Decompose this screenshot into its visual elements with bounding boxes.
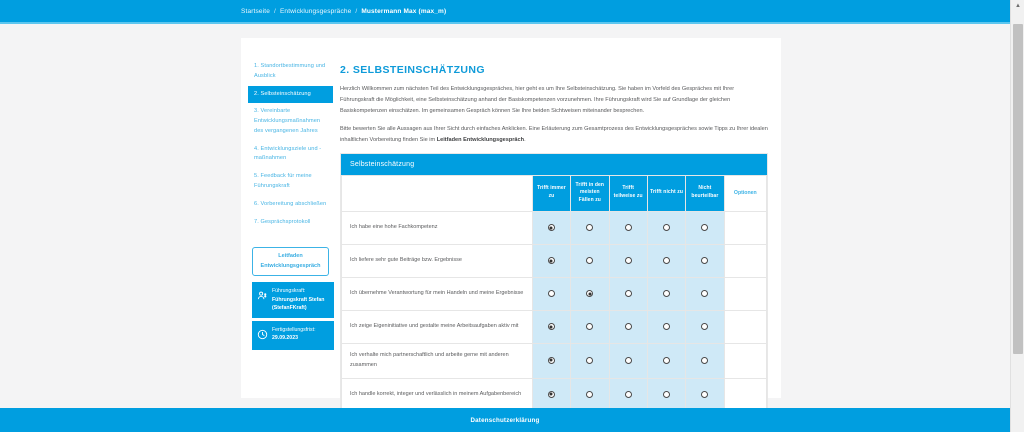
rating-cell[interactable] <box>686 244 724 277</box>
content-card <box>241 38 781 398</box>
rating-cell[interactable] <box>571 277 609 310</box>
options-cell[interactable] <box>724 244 766 277</box>
radio-button[interactable] <box>663 357 670 364</box>
table-header-row <box>342 175 767 211</box>
sidebar-item-6[interactable]: 6. Vorbereitung abschließen <box>254 200 327 207</box>
intro-paragraph-2-prefix: Bitte bewerten Sie alle Aussagen aus Ihrer Sicht durch einfaches Anklicken. Eine Erläuterung zum Gesamtprozess des Entwicklungsgespräches sowie Tipps zu Ihrer idealen inhaltlichen Vorbereitung finden Sie im <box>340 125 768 143</box>
rating-cell[interactable] <box>647 310 685 343</box>
radio-button[interactable] <box>586 391 593 398</box>
radio-button[interactable] <box>586 224 593 231</box>
radio-button[interactable] <box>625 257 632 264</box>
intro-paragraph-1: Herzlich Willkommen zum nächsten Teil des Entwicklungsgespräches, hier geht es um Ihre Selbsteinschätzung. Sie haben im Vorfeld des Gespräches mit Ihrer Führungskraft die Möglichkeit, eine Selbsteinschätzung anhand der Basiskompetenzen vorzunehmen. Ihre Führungskraft wird Sie auf Grundlage der gleichen Basiskompetenzen einschätzen. Im gemeinsamen Gespräch können Sie Ihre beiden Sichtweisen miteinander besprechen. <box>340 86 735 114</box>
options-cell[interactable] <box>724 378 766 411</box>
footer <box>0 408 1010 432</box>
rating-cell[interactable] <box>647 343 685 378</box>
rating-column-header-1: Trifft immer zu <box>532 175 570 211</box>
statement-cell: Ich liefere sehr gute Beiträge bzw. Ergebnisse <box>342 244 533 277</box>
breadcrumb-separator-2: / <box>355 7 358 15</box>
deadline-card-text <box>272 326 316 343</box>
options-cell[interactable] <box>724 310 766 343</box>
guide-button[interactable]: Leitfaden Entwicklungsgespräch <box>252 247 329 276</box>
breadcrumb-home[interactable]: Startseite <box>241 7 270 15</box>
deadline-card <box>252 321 334 350</box>
rating-cell[interactable] <box>609 378 647 411</box>
rating-cell[interactable] <box>532 211 570 244</box>
rating-cell[interactable] <box>571 244 609 277</box>
rating-column-header-4: Trifft nicht zu <box>647 175 685 211</box>
radio-button[interactable] <box>625 290 632 297</box>
radio-button[interactable] <box>625 357 632 364</box>
statement-cell: Ich verhalte mich partnerschaftlich und arbeite gerne mit anderen zusammen <box>342 343 533 378</box>
radio-button[interactable] <box>663 290 670 297</box>
radio-button[interactable] <box>548 257 555 264</box>
sidebar-item-7[interactable]: 7. Gesprächsprotokoll <box>254 218 311 225</box>
table-row <box>342 244 767 277</box>
radio-button[interactable] <box>586 323 593 330</box>
main-column <box>340 64 768 413</box>
manager-card <box>252 282 334 318</box>
intro-paragraph-2-suffix: . <box>524 136 526 143</box>
panel-header: Selbsteinschätzung <box>341 154 767 175</box>
user-icon <box>257 288 268 306</box>
radio-button[interactable] <box>701 323 708 330</box>
manager-label: Führungskraft: <box>272 288 306 295</box>
statement-cell: Ich handle korrekt, integer und verlässlich in meinem Aufgabenbereich <box>342 378 533 411</box>
radio-button[interactable] <box>663 224 670 231</box>
rating-cell[interactable] <box>686 211 724 244</box>
rating-cell[interactable] <box>571 211 609 244</box>
vertical-scrollbar[interactable] <box>1010 0 1024 432</box>
rating-cell[interactable] <box>686 378 724 411</box>
radio-button[interactable] <box>625 391 632 398</box>
rating-cell[interactable] <box>571 310 609 343</box>
radio-button[interactable] <box>548 290 555 297</box>
sidebar-item-4[interactable]: 4. Entwicklungsziele und -maßnahmen <box>254 145 322 162</box>
radio-button[interactable] <box>701 224 708 231</box>
top-bar <box>0 0 1010 24</box>
rating-cell[interactable] <box>686 310 724 343</box>
rating-cell[interactable] <box>609 277 647 310</box>
radio-button[interactable] <box>625 224 632 231</box>
privacy-link[interactable]: Datenschutzerklärung <box>470 416 540 424</box>
deadline-label: Fertigstellungsfrist: <box>272 326 316 333</box>
radio-button[interactable] <box>548 224 555 231</box>
sidebar-item-3[interactable]: 3. Vereinbarte Entwicklungsmaßnahmen des vergangenen Jahres <box>254 108 321 134</box>
radio-button[interactable] <box>663 257 670 264</box>
assessment-panel <box>340 153 768 413</box>
rating-column-header-3: Trifft teilweise zu <box>609 175 647 211</box>
scroll-up-arrow-icon[interactable]: ▲ <box>1015 3 1021 9</box>
scrollbar-thumb[interactable] <box>1013 24 1023 354</box>
rating-cell[interactable] <box>686 343 724 378</box>
statement-cell: Ich habe eine hohe Fachkompetenz <box>342 211 533 244</box>
intro-paragraph-2 <box>340 124 768 146</box>
table-row <box>342 343 767 378</box>
radio-button[interactable] <box>663 323 670 330</box>
intro-text <box>340 84 768 146</box>
breadcrumb-section[interactable]: Entwicklungsgespräche <box>279 7 352 15</box>
radio-button[interactable] <box>663 391 670 398</box>
breadcrumb-current: Mustermann Max (max_m) <box>361 7 447 15</box>
radio-button[interactable] <box>548 357 555 364</box>
radio-button[interactable] <box>701 290 708 297</box>
options-cell[interactable] <box>724 277 766 310</box>
rating-column-header-2: Trifft in den meisten Fällen zu <box>571 175 609 211</box>
rating-cell[interactable] <box>609 244 647 277</box>
rating-cell[interactable] <box>532 277 570 310</box>
radio-button[interactable] <box>548 323 555 330</box>
table-row <box>342 378 767 411</box>
breadcrumb-separator-1: / <box>273 7 276 15</box>
radio-button[interactable] <box>701 391 708 398</box>
rating-cell[interactable] <box>609 343 647 378</box>
rating-cell[interactable] <box>532 310 570 343</box>
table-row <box>342 211 767 244</box>
radio-button[interactable] <box>586 257 593 264</box>
options-cell[interactable] <box>724 211 766 244</box>
rating-column-header-5: Nicht beurteilbar <box>686 175 724 211</box>
clock-icon <box>257 327 268 345</box>
radio-button[interactable] <box>548 391 555 398</box>
sidebar-item-1[interactable]: 1. Standortbestimmung und Ausblick <box>254 63 326 79</box>
manager-card-text <box>272 287 324 313</box>
radio-button[interactable] <box>586 290 593 297</box>
table-row <box>342 310 767 343</box>
options-cell[interactable] <box>724 343 766 378</box>
rating-cell[interactable] <box>647 378 685 411</box>
radio-button[interactable] <box>586 357 593 364</box>
table-row <box>342 277 767 310</box>
rating-cell[interactable] <box>647 211 685 244</box>
sidebar-item-5[interactable]: 5. Feedback für meine Führungskraft <box>254 173 312 190</box>
page-title: 2. SELBSTEINSCHÄTZUNG <box>340 64 485 76</box>
rating-cell[interactable] <box>532 343 570 378</box>
rating-cell[interactable] <box>532 378 570 411</box>
manager-username: (StefanFKraft) <box>272 305 307 312</box>
rating-cell[interactable] <box>532 244 570 277</box>
sidebar-item-2[interactable]: 2. Selbsteinschätzung <box>248 86 333 104</box>
rating-cell[interactable] <box>647 277 685 310</box>
radio-button[interactable] <box>625 323 632 330</box>
rating-cell[interactable] <box>686 277 724 310</box>
deadline-date: 29.09.2023 <box>272 335 298 342</box>
manager-name: Führungskraft Stefan <box>272 296 325 303</box>
assessment-table-body <box>342 211 767 411</box>
statement-column-header <box>342 175 533 211</box>
rating-cell[interactable] <box>609 211 647 244</box>
statement-cell: Ich zeige Eigeninitiative und gestalte meine Arbeitsaufgaben aktiv mit <box>342 310 533 343</box>
sidebar <box>248 58 333 350</box>
guide-link[interactable]: Leitfaden Entwicklungsgespräch <box>436 136 525 143</box>
rating-cell[interactable] <box>571 378 609 411</box>
radio-button[interactable] <box>701 357 708 364</box>
rating-cell[interactable] <box>609 310 647 343</box>
radio-button[interactable] <box>701 257 708 264</box>
options-column-header: Optionen <box>724 175 766 211</box>
statement-cell: Ich übernehme Verantwortung für mein Handeln und meine Ergebnisse <box>342 277 533 310</box>
rating-cell[interactable] <box>571 343 609 378</box>
rating-cell[interactable] <box>647 244 685 277</box>
breadcrumb <box>241 8 446 15</box>
assessment-table <box>341 175 767 412</box>
